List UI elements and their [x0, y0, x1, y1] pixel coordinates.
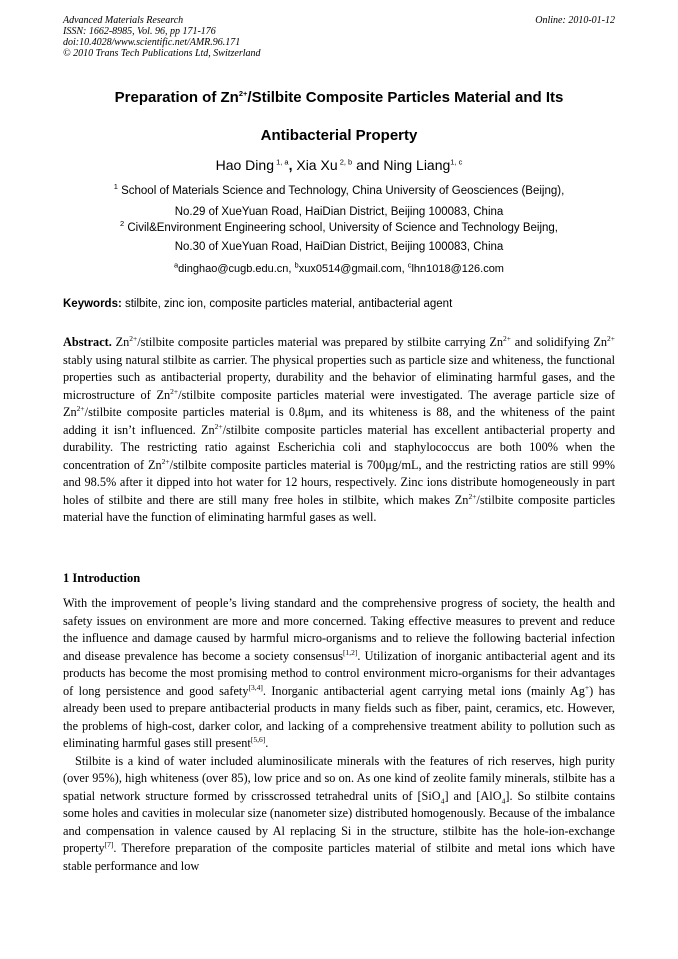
superscript: 2+ [76, 403, 85, 413]
affiliation-text: School of Materials Science and Technology, China University of Geosciences (Beijng), [117, 185, 565, 197]
introduction-body [63, 595, 615, 875]
body-text: . Therefore preparation of the composite particles material of stilbite and metal ions which have stable performance and low [63, 841, 615, 873]
abstract-label: Abstract. [63, 335, 112, 349]
paragraph [63, 753, 615, 876]
keywords [63, 297, 615, 311]
subscript: 4 [440, 795, 445, 805]
superscript: 2+ [170, 386, 179, 396]
author-conjunction: and [352, 157, 384, 173]
superscript: + [584, 682, 590, 692]
title-text: /Stilbite Composite Particles Material and Its [247, 89, 564, 106]
affiliation-1-line-2: No.29 of XueYuan Road, HaiDian District, Beijing 100083, China [174, 206, 504, 218]
abstract-text: /stilbite composite particles material have the function of eliminating harmful gases as well. [63, 492, 615, 524]
body-text: ) has already been used to prepare antibacterial products in many fields such as fiber, paint, ceramics, etc. However, the problems of high-cost, darker color, and lacking of a comprehensive treatment ability to pollution such as eliminating harmful gases still present [63, 683, 615, 750]
affiliation-number: 1 [113, 182, 118, 192]
author-affiliation-mark: 2, b [337, 157, 353, 167]
email-link[interactable]: lhn1018@126.com [411, 263, 504, 275]
paragraph [63, 595, 615, 753]
body-text: . Inorganic antibacterial agent carrying metal ions (mainly Ag [262, 683, 585, 698]
superscript: 2+ [161, 456, 170, 466]
abstract-text: /stilbite composite particles material has excellent antibacterial property and durability. The restricting ratio against Escherichia coli and staphylococcus are both 100% when the concentration of Zn [63, 422, 615, 472]
affiliation-2-line-1 [40, 221, 638, 235]
author-name: Ning Liang [383, 157, 451, 173]
section-heading: 1 Introduction [63, 571, 141, 585]
keywords-text: stilbite, zinc ion, composite particles material, antibacterial agent [121, 298, 453, 310]
abstract [63, 334, 615, 527]
paper-title-line-1 [40, 88, 638, 107]
superscript: 2+ [607, 333, 616, 343]
author-name: Xia Xu [296, 157, 338, 173]
email-link[interactable]: dinghao@cugb.edu.cn, [178, 263, 295, 275]
author-name: Hao Ding [215, 157, 274, 173]
online-date: Online: 2010-01-12 [535, 15, 615, 26]
abstract-text: /stilbite composite particles material is 0.8μm, and its whiteness is 88, and the whiteness of the paint adding it isn’t influenced. Zn [63, 405, 615, 437]
body-text: Stilbite is a kind of water included aluminosilicate minerals with the features of rich reserves, high purity (over 95%), high whiteness (over 85), low price and so on. As one kind of zeolite family minerals, stilbite has a spatial network structure formed by crisscrossed tetrahedral units of [SiO [63, 753, 615, 803]
superscript: 2+ [214, 421, 223, 431]
body-text: ] and [AlO [444, 788, 502, 803]
body-text: . [265, 736, 269, 750]
title-superscript: 2+ [238, 89, 248, 98]
body-text: With the improvement of people’s living standard and the comprehensive progress of society, the health and safety issues on environment are more and more concerned. Taking effective measures to prevent and reduce the influence and damage caused by harmful micro-organisms and to relieve the following bacterial infection and disease prevalence has become a society consensus [63, 596, 615, 663]
author-separator: , [288, 157, 297, 173]
affiliation-1-line-1 [40, 184, 638, 198]
author-affiliation-mark: 1, a [273, 157, 289, 167]
body-text: ]. So stilbite contains some holes and cavities in molecular size (nanometer size) distributed homogenously. Because of the imbalance and compensation in valence caused by Al replacing Si in the structure, stilbite has the hole-ion-exchange property [63, 788, 615, 855]
body-text: . Utilization of inorganic antibacterial agent and its products has become the most promising method to control environment micro-organisms for their advantages of long persistence and good safety [63, 648, 615, 698]
copyright-line: © 2010 Trans Tech Publications Ltd, Switzerland [63, 48, 261, 59]
citation[interactable]: [7] [104, 839, 114, 849]
subscript: 4 [501, 795, 506, 805]
email-link[interactable]: xux0514@gmail.com, [298, 263, 408, 275]
superscript: 2+ [129, 333, 138, 343]
citation[interactable]: [3,4] [248, 682, 263, 692]
citation[interactable]: [1,2] [343, 647, 358, 657]
email-mark: c [407, 260, 412, 270]
title-text: Preparation of Zn [114, 89, 239, 106]
abstract-text: /stilbite composite particles material were investigated. The average particle size of Zn [63, 387, 615, 419]
citation[interactable]: [5,6] [250, 734, 266, 744]
issn-line: ISSN: 1662-8985, Vol. 96, pp 171-176 [63, 26, 216, 37]
affiliation-number: 2 [120, 219, 125, 229]
email-mark: a [174, 260, 179, 270]
superscript: 2+ [468, 491, 477, 501]
abstract-text: /stilbite composite particles material was prepared by stilbite carrying Zn [137, 335, 504, 349]
author-list [40, 156, 638, 174]
abstract-text: stably using natural stilbite as carrier. The physical properties such as particle size and whiteness, the functional properties such as antibacterial property, durability and the behavior of eliminating harmful gases, and the microstructure of Zn [63, 352, 615, 402]
journal-header [63, 15, 615, 59]
author-affiliation-mark: 1, c [450, 157, 463, 167]
doi-line[interactable]: doi:10.4028/www.scientific.net/AMR.96.171 [63, 37, 241, 48]
author-emails [40, 262, 638, 276]
journal-name: Advanced Materials Research [63, 15, 184, 26]
affiliation-2-line-2: No.30 of XueYuan Road, HaiDian District, Beijing 100083, China [174, 241, 504, 253]
abstract-text: Zn [111, 335, 130, 349]
abstract-text: and solidifying Zn [511, 335, 608, 349]
email-mark: b [294, 260, 299, 270]
superscript: 2+ [503, 333, 512, 343]
abstract-text: /stilbite composite particles material is 700μg/mL, and the restricting ratios are still 99% and 98.5% after it dipped into hot water for 12 hours, respectively. Zinc ions distribute homogeneously in part holes of stilbite and there are still many free holes in stilbite, which makes Zn [63, 457, 615, 507]
affiliation-text: Civil&Environment Engineering school, University of Science and Technology Beijng, [124, 222, 558, 234]
keywords-label: Keywords: [63, 298, 122, 310]
paper-title-line-2: Antibacterial Property [260, 127, 418, 144]
